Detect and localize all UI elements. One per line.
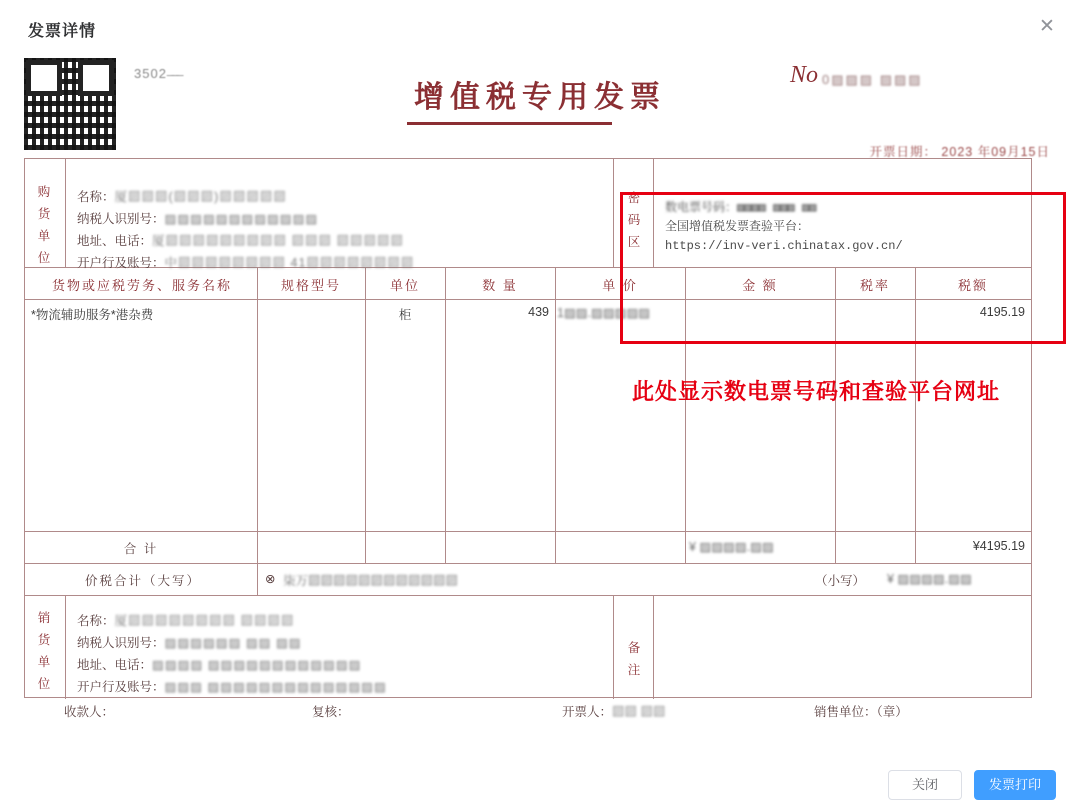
seller-side-label: 销 货 单 位 <box>37 611 51 691</box>
footer-drawer: 开票人：▨▨ ▨▨ <box>562 705 666 719</box>
invoice-code: 3502 ̶ ̶ ̶ <box>134 66 181 81</box>
table-divider <box>685 267 686 563</box>
sum-label: 价税合计（大写） <box>85 574 202 588</box>
col-header-rate: 税率 <box>859 278 890 293</box>
close-button[interactable]: 关闭 <box>888 770 962 800</box>
table-divider <box>25 299 1031 300</box>
table-divider <box>653 159 654 267</box>
verify-platform-url: https://inv-veri.chinatax.gov.cn/ <box>665 239 903 253</box>
footer-seller-seal: 销售单位：（章） <box>814 705 908 719</box>
title-underline <box>407 122 612 125</box>
table-divider <box>25 595 1031 596</box>
table-divider <box>257 267 258 563</box>
sum-uppercase: 柒万▨▨▨▨▨▨▨▨▨▨▨▨ <box>283 574 459 588</box>
col-header-unit: 单位 <box>389 278 420 293</box>
dialog-button-row <box>888 770 1056 800</box>
footer-reviewer: 复核： <box>312 705 350 719</box>
table-divider <box>25 563 1031 564</box>
table-divider <box>257 563 258 595</box>
table-divider <box>25 531 1031 532</box>
col-header-qty: 数 量 <box>482 278 518 293</box>
seller-address-row: 地址、电话：▨▨▨▨ ▨▨▨▨▨▨▨▨▨▨▨▨ <box>77 658 362 672</box>
table-divider <box>653 595 654 699</box>
table-divider <box>613 595 614 699</box>
col-header-tax: 税额 <box>957 278 988 293</box>
table-divider <box>915 267 916 563</box>
verify-platform-label: 全国增值税发票查验平台： <box>665 220 810 234</box>
annotation-note: 此处显示数电票号码和查验平台网址 <box>632 379 1001 404</box>
col-header-spec: 规格型号 <box>280 278 341 293</box>
buyer-taxid-row: 纳税人识别号：▨▨▨▨▨▨▨▨▨▨▨▨ <box>77 212 319 226</box>
invoice-no-label: No <box>790 62 819 88</box>
print-invoice-button[interactable]: 发票打印 <box>974 770 1056 800</box>
table-divider <box>835 267 836 563</box>
sum-lower-label: （小写） <box>815 574 866 588</box>
secret-area-side-label: 密 码 区 <box>627 191 641 249</box>
col-header-price: 单 价 <box>602 278 638 293</box>
footer-payee: 收款人： <box>64 705 115 719</box>
sum-circle-mark: ⊗ <box>265 572 276 586</box>
invoice-title: 增值税专用发票 <box>414 81 666 114</box>
table-divider <box>555 267 556 563</box>
total-tax: ¥4195.19 <box>972 539 1025 553</box>
buyer-address-row: 地址、电话：厦▨▨▨▨▨▨▨▨▨ ▨▨▨ ▨▨▨▨▨ <box>77 234 404 248</box>
buyer-bank-row: 开户行及账号：中▨▨▨▨▨▨▨▨ 41▨▨▨▨▨▨▨▨ <box>77 256 415 270</box>
table-divider <box>613 159 614 267</box>
col-header-name: 货物或应税劳务、服务名称 <box>51 278 232 293</box>
secret-area-content <box>665 199 903 256</box>
issue-date: 开票日期： 2023 年09月15日 <box>869 145 1050 159</box>
table-divider <box>65 595 66 699</box>
item-qty: 439 <box>528 305 549 319</box>
close-icon[interactable]: ✕ <box>1039 16 1055 37</box>
seller-taxid-row: 纳税人识别号：▨▨▨▨▨▨ ▨▨ ▨▨ <box>77 636 302 650</box>
total-label: 合 计 <box>123 542 159 556</box>
item-price: 1▨▨.▨▨▨▨▨ <box>557 306 651 320</box>
item-tax: 4195.19 <box>979 305 1025 319</box>
buyer-side-label: 购 货 单 位 <box>37 185 51 265</box>
col-header-amount: 金 额 <box>742 278 778 293</box>
table-divider <box>445 267 446 563</box>
remark-label: 备 注 <box>627 641 641 677</box>
table-divider <box>65 159 66 267</box>
invoice-no-value: 0▨▨▨ ▨▨▨ <box>822 72 923 87</box>
invoice-table <box>24 158 1032 698</box>
seller-name-row: 名称：厦▨▨▨▨▨▨▨▨ ▨▨▨▨ <box>77 614 295 628</box>
item-unit: 柜 <box>398 308 412 322</box>
page-title: 发票详情 <box>28 23 97 40</box>
seller-bank-row: 开户行及账号：▨▨▨ ▨▨▨▨▨▨▨▨▨▨▨▨▨▨ <box>77 680 387 694</box>
item-name: *物流辅助服务*港杂费 <box>31 308 154 322</box>
sum-lower-value: ¥ ▨▨▨▨.▨▨ <box>887 572 972 586</box>
buyer-name-row: 名称：厦▨▨▨(▨▨▨)▨▨▨▨▨ <box>77 190 287 204</box>
table-divider <box>365 267 366 563</box>
digital-invoice-number: 数电票号码：▨▨▨▨ ▨▨▨ ▨▨ <box>665 201 817 215</box>
invoice-sheet <box>22 50 1058 750</box>
total-amount: ¥ ▨▨▨▨.▨▨ <box>689 540 774 554</box>
